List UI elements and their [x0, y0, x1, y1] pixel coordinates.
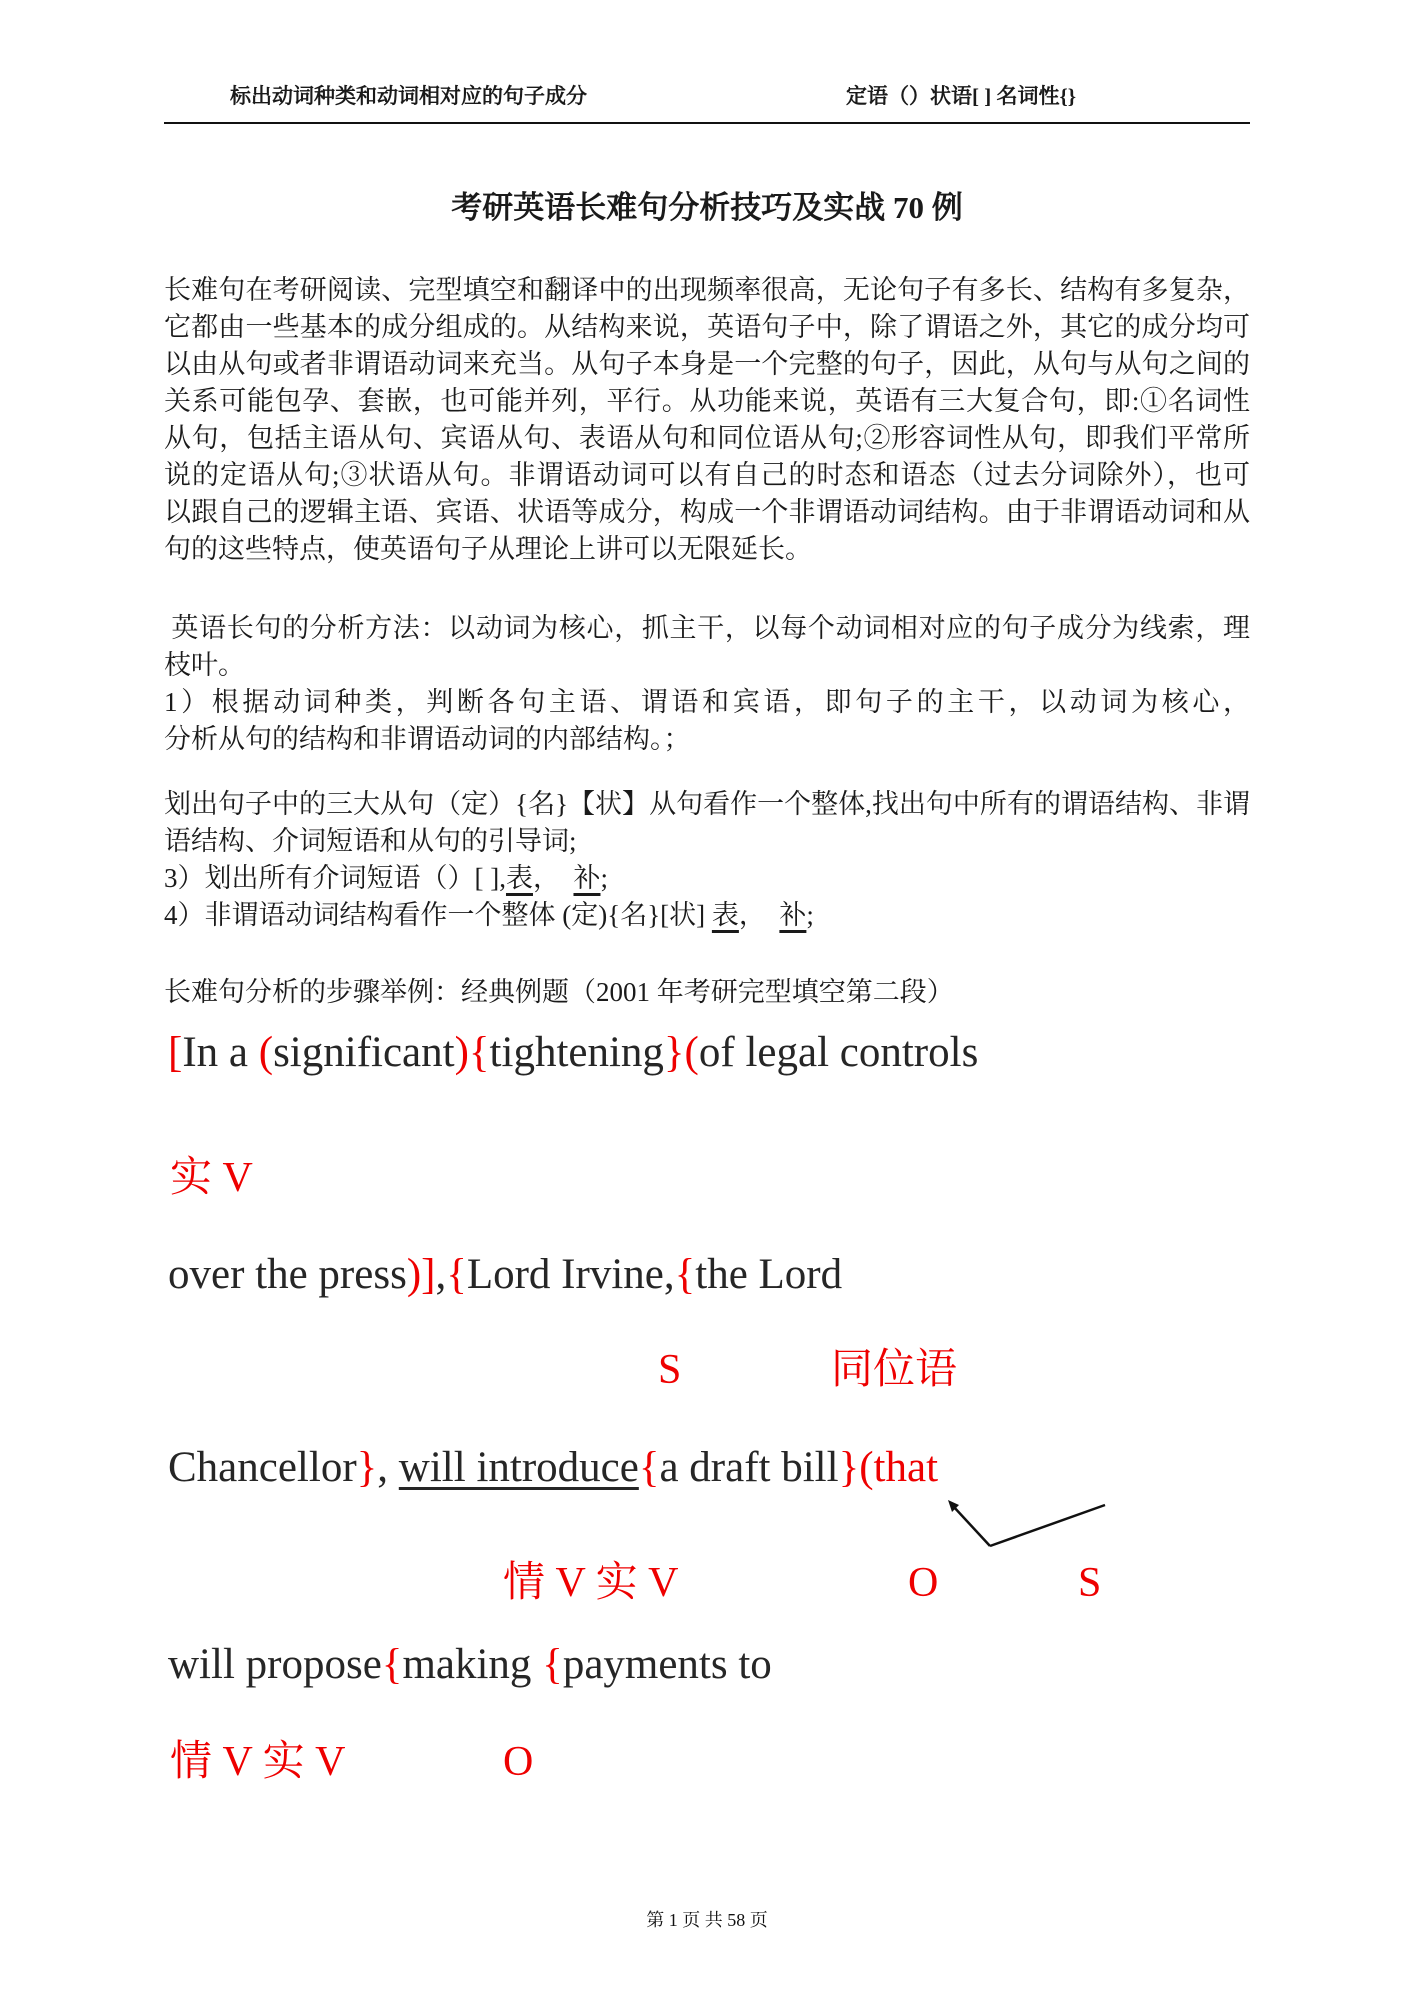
- text-segment: {: [542, 1641, 563, 1688]
- paragraph-spacer: [164, 934, 1250, 974]
- sentence-analysis-section: [164, 1015, 1364, 1815]
- text-segment: Chancellor: [168, 1444, 357, 1491]
- annotation-label-row-3: [168, 1558, 1364, 1616]
- text-segment: )]: [406, 1251, 436, 1298]
- page-footer: 第 1 页 共 58 页: [646, 1910, 768, 1930]
- text-segment: 补: [573, 863, 601, 893]
- text-segment: payments to: [562, 1641, 772, 1688]
- text-segment: 实 V: [170, 1155, 253, 1201]
- text-segment: 同位语: [831, 1347, 958, 1393]
- header-left-text: 标出动词种类和动词相对应的句子成分: [230, 84, 587, 108]
- annotation-arrow-icon: [939, 1492, 1119, 1560]
- paragraph-spacer: [164, 758, 1250, 786]
- text-segment: O: [908, 1560, 939, 1606]
- paragraph-line: 关系可能包孕、套嵌，也可能并列，平行。从功能来说，英语有三大复合句，即:①名词性: [164, 386, 1250, 416]
- text-segment: ;: [806, 900, 814, 930]
- text-segment: significant: [273, 1029, 455, 1076]
- sentence-line-4: [168, 1637, 1364, 1693]
- text-segment: [: [168, 1029, 183, 1076]
- paragraph-line: 说的定语从句;③状语从句。非谓语动词可以有自己的时态和语态（过去分词除外），也可: [164, 460, 1250, 490]
- text-segment: {: [446, 1251, 467, 1298]
- paragraph-line: 划出句子中的三大从句（定）{名}【状】从句看作一个整体,找出句中所有的谓语结构、非谓: [164, 789, 1250, 819]
- paragraph-line: 1）根据动词种类，判断各句主语、谓语和宾语，即句子的主干，以动词为核心，: [164, 687, 1250, 717]
- step1-paragraph: [164, 684, 1250, 758]
- paragraph-line: 从句，包括主语从句、宾语从句、表语从句和同位语从句;②形容词性从句，即我们平常所: [164, 423, 1250, 453]
- text-segment: {: [381, 1641, 403, 1688]
- paragraph-spacer: [164, 568, 1250, 610]
- intro-paragraph: [164, 272, 1250, 568]
- text-segment: will introduce: [398, 1444, 639, 1491]
- text-segment: S: [658, 1347, 682, 1393]
- text-segment: the Lord: [695, 1251, 843, 1298]
- text-segment: {: [638, 1444, 660, 1491]
- text-segment: }: [356, 1444, 378, 1491]
- annotation-label-row-2: [168, 1345, 1364, 1403]
- example-intro: 长难句分析的步骤举例：经典例题（2001 年考研完型填空第二段）: [164, 977, 954, 1007]
- annotation-label-row-4: [168, 1737, 1364, 1795]
- text-segment: (: [258, 1029, 274, 1076]
- paragraph-line: 句的这些特点，使英语句子从理论上讲可以无限延长。: [164, 534, 812, 564]
- text-segment: a draft bill: [659, 1444, 839, 1491]
- sentence-line-3: [168, 1440, 1364, 1496]
- paragraph-line: 长难句在考研阅读、完型填空和翻译中的出现频率很高，无论句子有多长、结构有多复杂，: [164, 275, 1250, 305]
- text-segment: 表: [711, 900, 739, 930]
- text-segment: ，: [532, 863, 574, 893]
- text-segment: ;: [600, 863, 608, 893]
- annotation-label-row-1: [168, 1153, 1364, 1211]
- text-segment: over the press: [168, 1251, 407, 1298]
- text-segment: 3）划出所有介词短语（）[ ],: [164, 863, 506, 893]
- page-title: 考研英语长难句分析技巧及实战 70 例: [451, 190, 963, 225]
- text-segment: will propose: [168, 1641, 382, 1688]
- text-segment: S: [1078, 1560, 1102, 1606]
- paragraph-line: 以跟自己的逻辑主语、宾语、状语等成分，构成一个非谓语动词结构。由于非谓语动词和从: [164, 497, 1250, 527]
- step2-paragraph: [164, 786, 1250, 860]
- paragraph-line: 它都由一些基本的成分组成的。从结构来说，英语句子中，除了谓语之外，其它的成分均可: [164, 312, 1250, 342]
- text-segment: ,: [377, 1444, 399, 1491]
- text-segment: Lord Irvine,: [466, 1251, 675, 1298]
- sentence-line-1: [168, 1025, 1364, 1081]
- body-text: [164, 272, 1250, 1011]
- text-segment: 表: [505, 863, 533, 893]
- text-segment: tightening: [489, 1029, 664, 1076]
- step3-line: [164, 860, 1250, 897]
- text-segment: 情 V 实 V: [170, 1739, 346, 1785]
- text-segment: 4）非谓语动词结构看作一个整体 (定){名}[状]: [164, 900, 712, 930]
- step4-line: [164, 897, 1250, 934]
- text-segment: making: [402, 1641, 543, 1688]
- header-right-text: 定语（）状语[ ] 名词性{}: [846, 84, 1077, 108]
- method-paragraph: [164, 610, 1250, 684]
- text-segment: 补: [779, 900, 807, 930]
- text-segment: of legal controls: [698, 1029, 979, 1076]
- text-segment: In a: [182, 1029, 259, 1076]
- paragraph-line: 语结构、介词短语和从句的引导词;: [164, 826, 577, 856]
- sentence-line-2: [168, 1247, 1364, 1303]
- header-rule: [164, 122, 1250, 124]
- text-segment: ，: [738, 900, 780, 930]
- text-segment: ,: [435, 1251, 447, 1298]
- text-segment: }(that: [838, 1444, 939, 1491]
- text-segment: O: [503, 1739, 534, 1785]
- text-segment: ){: [454, 1029, 490, 1076]
- text-segment: {: [674, 1251, 696, 1298]
- paragraph-line: 分析从句的结构和非谓语动词的内部结构。；: [164, 724, 691, 754]
- paragraph-line: 以由从句或者非谓语动词来充当。从句子本身是一个完整的句子，因此，从句与从句之间的: [164, 349, 1250, 379]
- text-segment: 情 V 实 V: [503, 1560, 679, 1606]
- paragraph-line: 枝叶。: [164, 650, 245, 680]
- text-segment: }(: [663, 1029, 699, 1076]
- paragraph-line: 英语长句的分析方法：以动词为核心，抓主干，以每个动词相对应的句子成分为线索，理: [164, 613, 1250, 643]
